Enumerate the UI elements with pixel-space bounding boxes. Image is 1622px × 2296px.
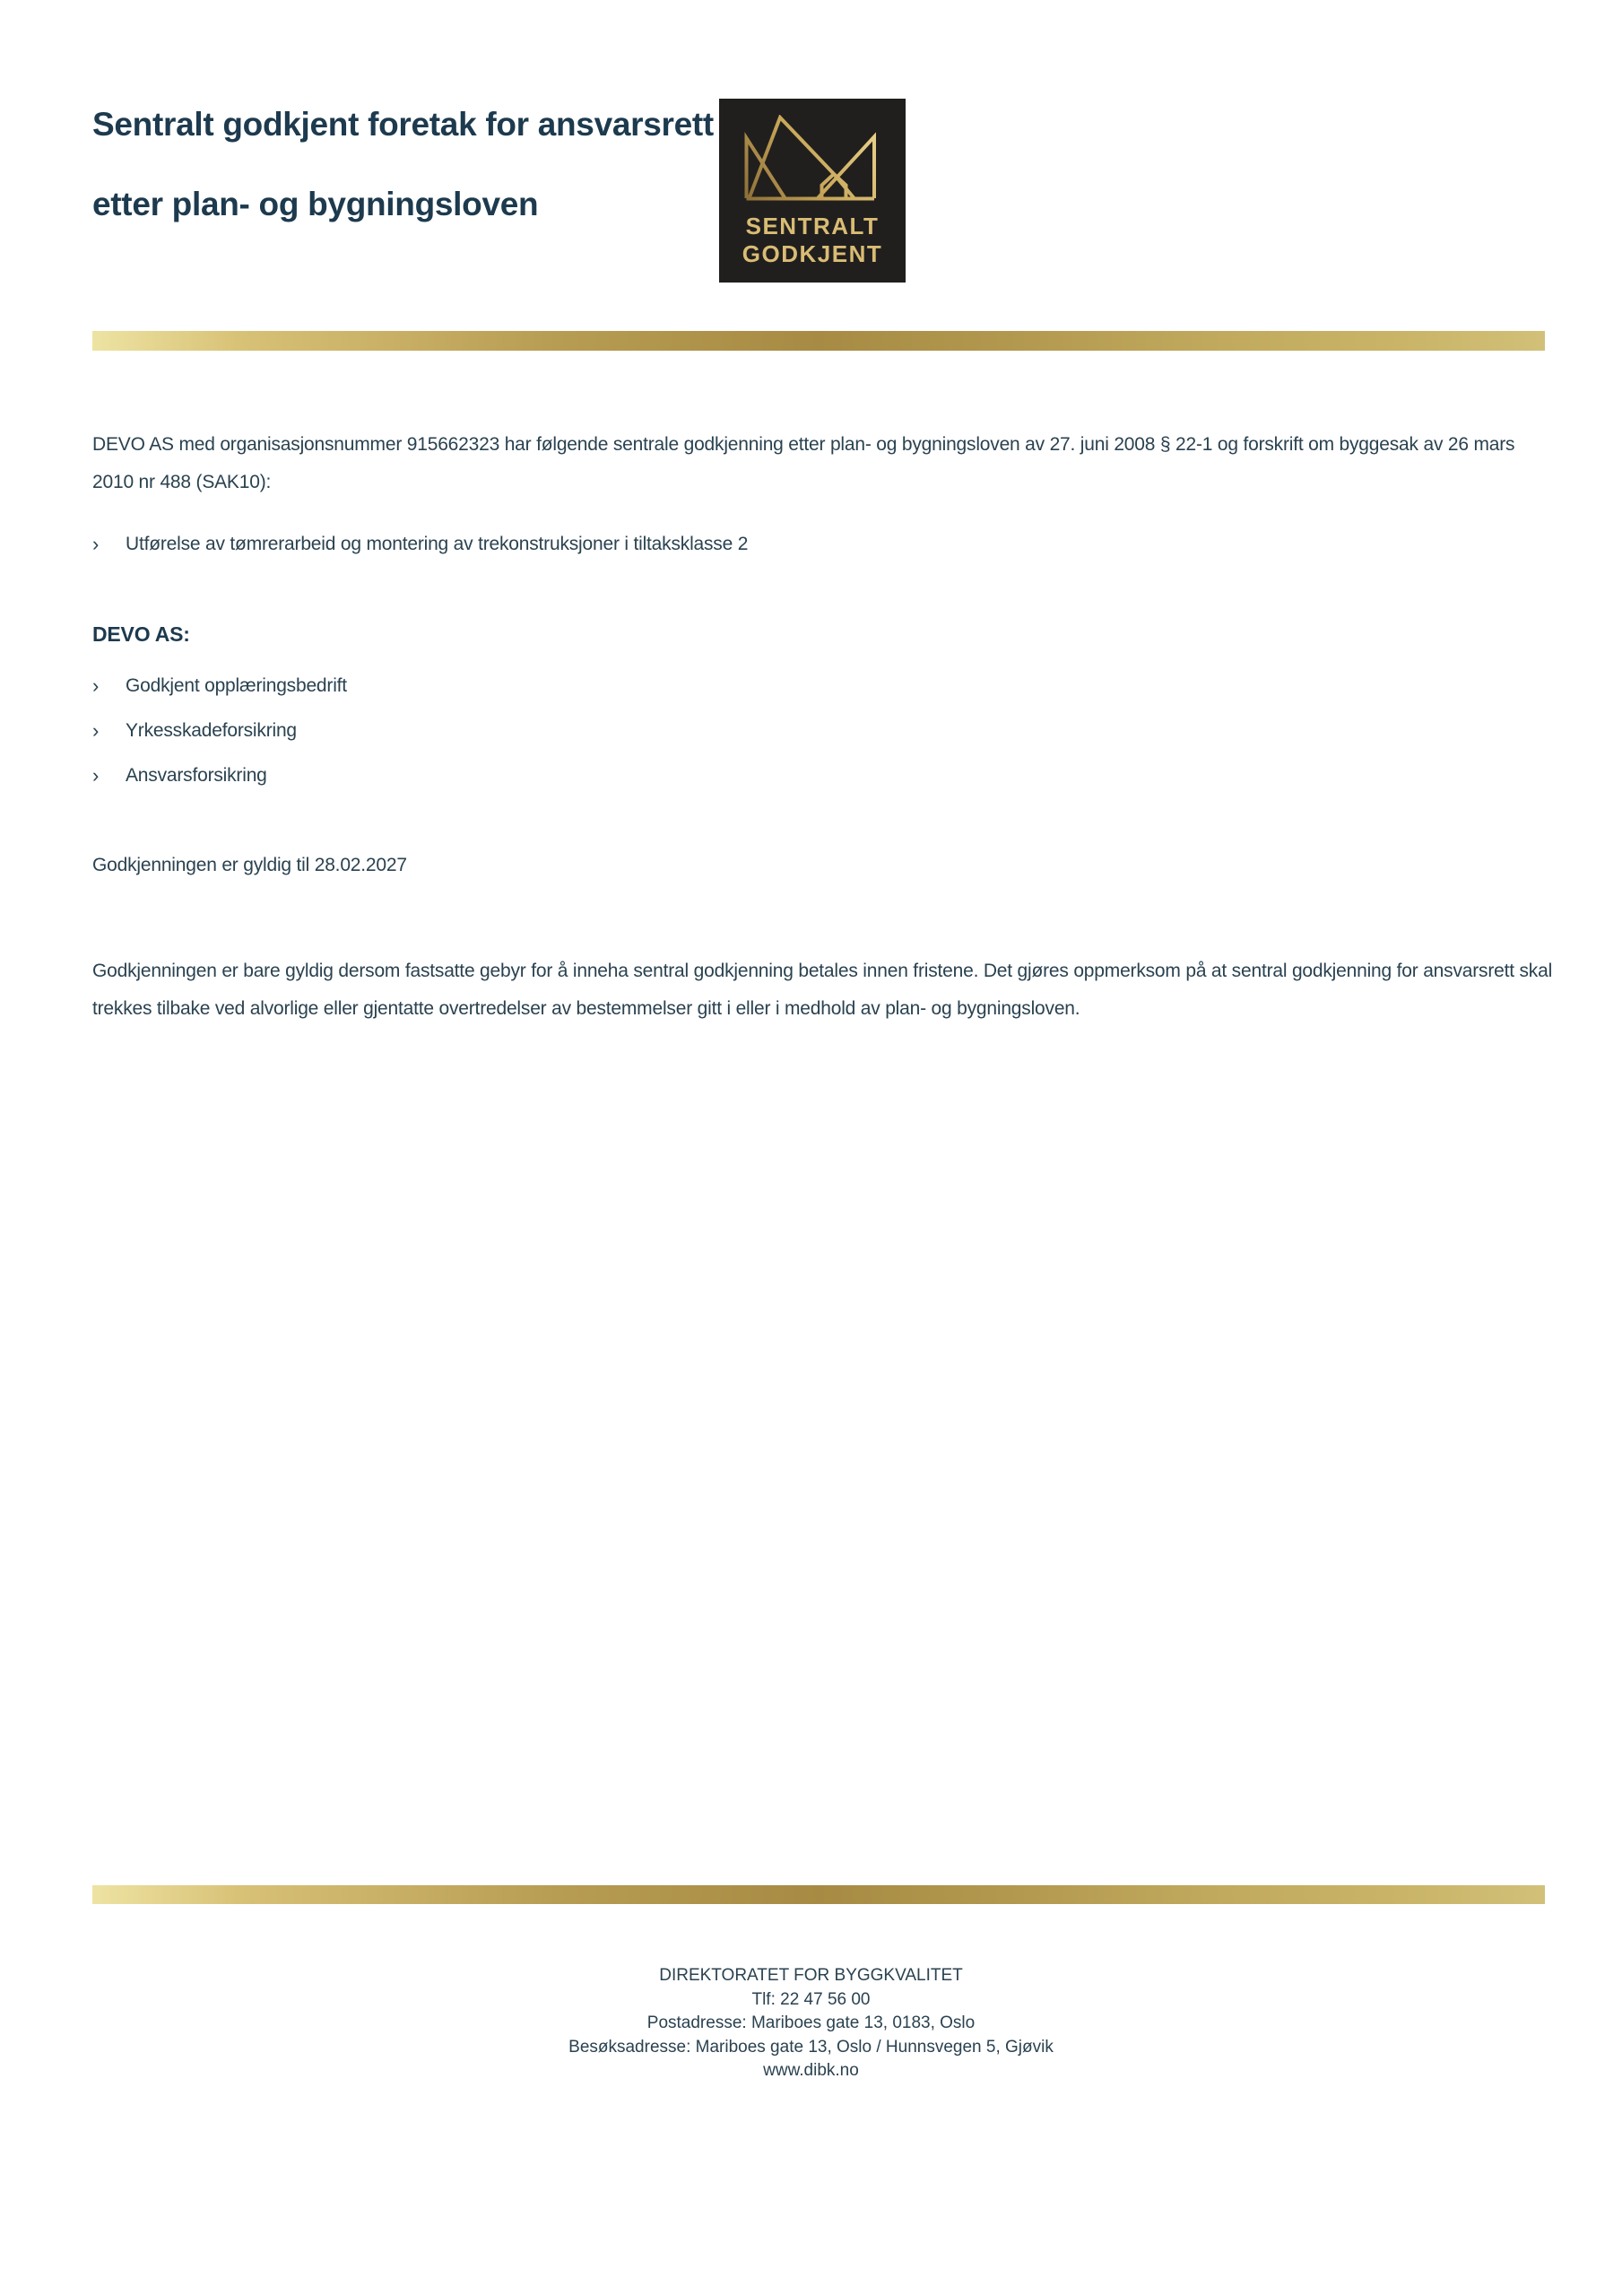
- chevron-marker: ›: [92, 533, 100, 555]
- disclaimer-paragraph: Godkjenningen er bare gyldig dersom fastsatte gebyr for å inneha sentral godkjenning betales innen fristene. Det gjøres oppmerksom på at sentral godkjenning for ansvarsrett skal trekkes tilbake ved alvorlige eller gjentatte overtredelser av bestemmelser gitt i eller i medhold av plan- og bygningsloven.: [92, 961, 1553, 1019]
- qualification-text: Yrkesskadeforsikring: [126, 720, 297, 741]
- chevron-marker: ›: [92, 719, 100, 742]
- footer-visiting-address: Besøksadresse: Mariboes gate 13, Oslo / Hunnsvegen 5, Gjøvik: [568, 2037, 1054, 2057]
- footer: [0, 1964, 1622, 2083]
- chevron-marker: ›: [92, 674, 100, 697]
- sentralt-godkjent-logo: [719, 99, 906, 283]
- approval-list-item: [92, 533, 748, 556]
- approval-text: Utførelse av tømrerarbeid og montering av trekonstruksjoner i tiltaksklasse 2: [126, 534, 749, 554]
- qualification-text: Ansvarsforsikring: [126, 765, 267, 786]
- footer-phone: Tlf: 22 47 56 00: [751, 1989, 871, 2009]
- logo-wordmark-line2: GODKJENT: [742, 240, 883, 267]
- validity-text: Godkjenningen er gyldig til 28.02.2027: [92, 855, 407, 875]
- intro-paragraph: DEVO AS med organisasjonsnummer 915662323 har følgende sentrale godkjenning etter plan- og bygningsloven av 27. juni 2008 § 22-1 og forskrift om byggesak av 26 mars 2010 nr 488 (SAK10):: [92, 434, 1515, 492]
- company-heading: DEVO AS:: [92, 622, 190, 646]
- gold-divider-top: [92, 331, 1545, 351]
- logo-wordmark-line1: SENTRALT: [745, 213, 880, 239]
- qualification-list-item: [92, 719, 347, 743]
- gold-divider-bottom: [92, 1885, 1545, 1904]
- qualification-list-item: [92, 674, 347, 698]
- qualification-list-item: [92, 764, 347, 787]
- qualification-text: Godkjent opplæringsbedrift: [126, 675, 347, 696]
- qualification-list: [92, 674, 347, 787]
- approval-list: [92, 533, 748, 556]
- footer-postal-address: Postadresse: Mariboes gate 13, 0183, Oslo: [646, 2013, 976, 2032]
- certificate-title-line2: etter plan- og bygningsloven: [92, 186, 539, 222]
- footer-website-link[interactable]: www.dibk.no: [763, 2061, 859, 2080]
- footer-organization: DIREKTORATET FOR BYGGKVALITET: [659, 1966, 963, 1985]
- crown-icon: [744, 115, 879, 201]
- certificate-title-line1: Sentralt godkjent foretak for ansvarsrett: [92, 106, 714, 143]
- chevron-marker: ›: [92, 764, 100, 787]
